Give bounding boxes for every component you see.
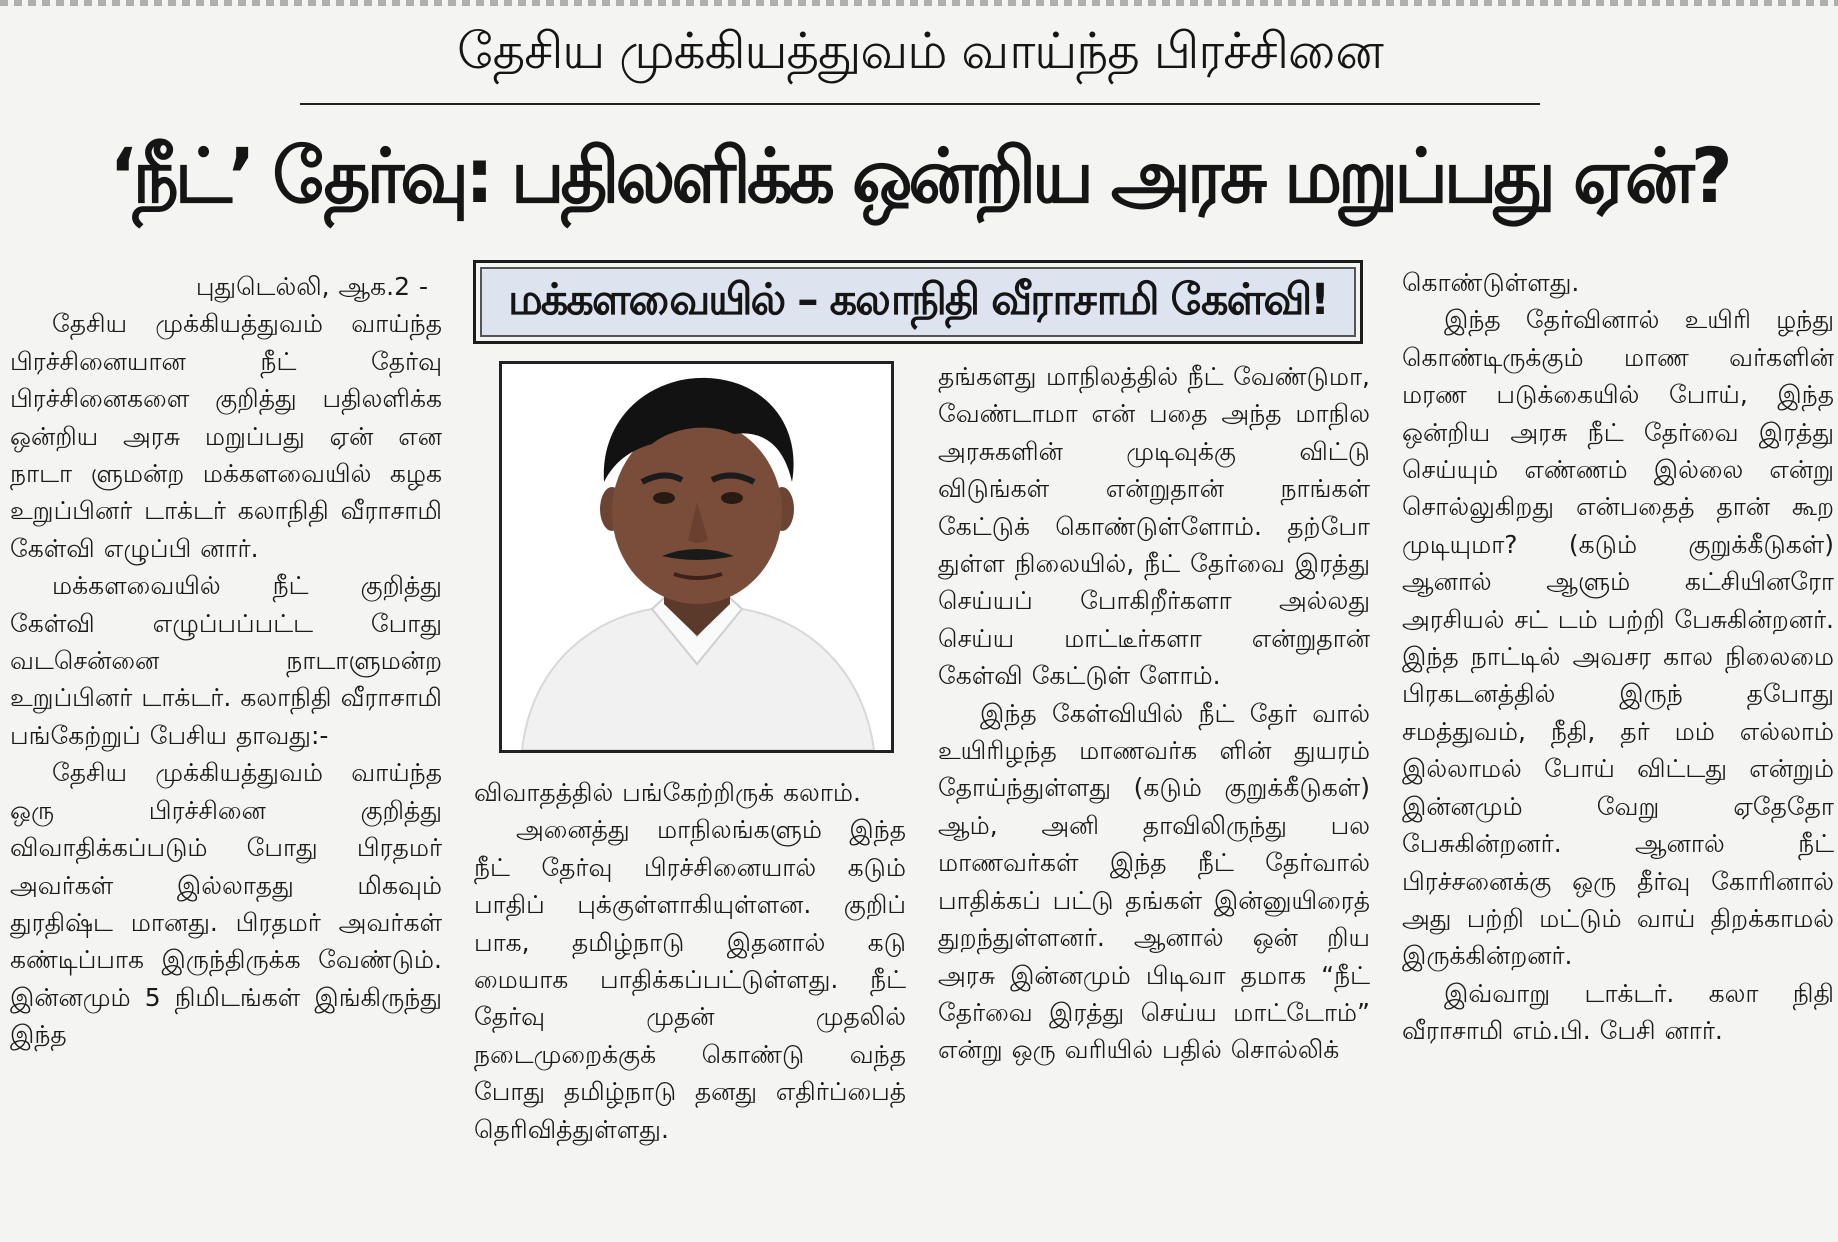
article-column-2: [474, 774, 906, 1148]
paragraph: தேசிய முக்கியத்துவம் வாய்ந்த பிரச்சினையான நீட் தேர்வு பிரச்சினைகளை குறித்து பதிலளிக்க ஒன்றிய அரசு மறுப்பது ஏன் என நாடா ளுமன்ற மக்களவையில் கழக உறுப்பினர் டாக்டர் கலாநிதி வீராசாமி கேள்வி எழுப்பி னார்.: [10, 309, 442, 563]
paragraph: இந்த தேர்வினால் உயிரி ழந்து கொண்டிருக்கும் மாண வர்களின் மரண படுக்கையில் போய், இந்த ஒன்றிய அரசு நீட் தேர்வை இரத்து செய்யும் எண்ணம் இல்லை என்று சொல்லுகிறது என்பதைத் தான் கூற முடியுமா? (கடும் குறுக்கீடுகள்) ஆனால் ஆளும் கட்சியினரோ அரசியல் சட் டம் பற்றி பேசுகின்றனர். இந்த நாட்டில் அவசர கால நிலைமை பிரகடனத்தில் இருந் தபோது சமத்துவம், நீதி, தர் மம் எல்லாம் இல்லாமல் போய் விட்டது என்றும் இன்னமும் வேறு ஏதேதோ பேசுகின்றனர். ஆனால் நீட் பிரச்சனைக்கு ஒரு தீர்வு கோரினால் அது பற்றி மட்டும் வாய் திறக்காமல் இருக்கின்றனர்.: [1402, 305, 1834, 971]
paragraph: விவாதத்தில் பங்கேற்றிருக் கலாம்.: [474, 778, 861, 807]
article-column-1: [10, 268, 442, 1054]
paragraph: அனைத்து மாநிலங்களும் இந்த நீட் தேர்வு பிரச்சினையால் கடும் பாதிப் புக்குள்ளாகியுள்ளன. குறிப் பாக, தமிழ்நாடு இதனால் கடு மையாக பாதிக்கப்பட்டுள்ளது. நீட் தேர்வு முதன் முதலில் நடைமுறைக்குக் கொண்டு வந்த போது தமிழ்நாடு தனது எதிர்ப்பைத் தெரிவித்துள்ளது.: [474, 815, 906, 1144]
portrait-illustration: [502, 364, 891, 750]
kicker-divider: [300, 103, 1540, 105]
dateline: புதுடெல்லி, ஆக.2 -: [195, 272, 428, 301]
portrait-photo: [499, 361, 894, 753]
paragraph: கொண்டுள்ளது.: [1402, 268, 1580, 297]
main-headline: ‘நீட்’ தேர்வு: பதிலளிக்க ஒன்றிய அரசு மறுப்பது ஏன்?: [109, 131, 1729, 221]
kicker-headline: தேசிய முக்கியத்துவம் வாய்ந்த பிரச்சினை: [457, 22, 1383, 80]
subheadline-box: [473, 260, 1363, 344]
paragraph: தேசிய முக்கியத்துவம் வாய்ந்த ஒரு பிரச்சினை குறித்து விவாதிக்கப்படும் போது பிரதமர் அவர்கள் இல்லாதது மிகவும் துரதிஷ்ட மானது. பிரதமர் அவர்கள் கண்டிப்பாக இருந்திருக்க வேண்டும். இன்னமும் 5 நிமிடங்கள் இங்கிருந்து இந்த: [10, 758, 442, 1050]
paragraph: தங்களது மாநிலத்தில் நீட் வேண்டுமா, வேண்டாமா என் பதை அந்த மாநில அரசுகளின் முடிவுக்கு விட்டு விடுங்கள் என்றுதான் நாங்கள் கேட்டுக் கொண்டுள்ளோம். தற்போ துள்ள நிலையில், நீட் தேர்வை இரத்து செய்யப் போகிறீர்களா அல்லது செய்ய மாட்டீர்களா என்றுதான் கேள்வி கேட்டுள் ளோம்.: [938, 362, 1370, 691]
article-column-3: [938, 358, 1370, 1069]
paragraph: மக்களவையில் நீட் குறித்து கேள்வி எழுப்பப்பட்ட போது வடசென்னை நாடாளுமன்ற உறுப்பினர் டாக்டர். கலாநிதி வீராசாமி பங்கேற்றுப் பேசிய தாவது:-: [10, 571, 442, 750]
subheadline: மக்களவையில் – கலாநிதி வீராசாமி கேள்வி!: [508, 274, 1328, 325]
paragraph: இவ்வாறு டாக்டர். கலா நிதி வீராசாமி எம்.பி. பேசி னார்.: [1402, 978, 1834, 1046]
article-column-4: [1402, 264, 1834, 1050]
top-border: [0, 0, 1838, 6]
paragraph: இந்த கேள்வியில் நீட் தேர் வால் உயிரிழந்த மாணவர்க ளின் துயரம் தோய்ந்துள்ளது (கடும் குறுக்கீடுகள்) ஆம், அனி தாவிலிருந்து பல மாணவர்கள் இந்த நீட் தேர்வால் பாதிக்கப் பட்டு தங்கள் இன்னுயிரைத் துறந்துள்ளனர். ஆனால் ஒன் றிய அரசு இன்னமும் பிடிவா தமாக “நீட் தேர்வை இரத்து செய்ய மாட்டோம்” என்று ஒரு வரியில் பதில் சொல்லிக்: [938, 698, 1370, 1065]
